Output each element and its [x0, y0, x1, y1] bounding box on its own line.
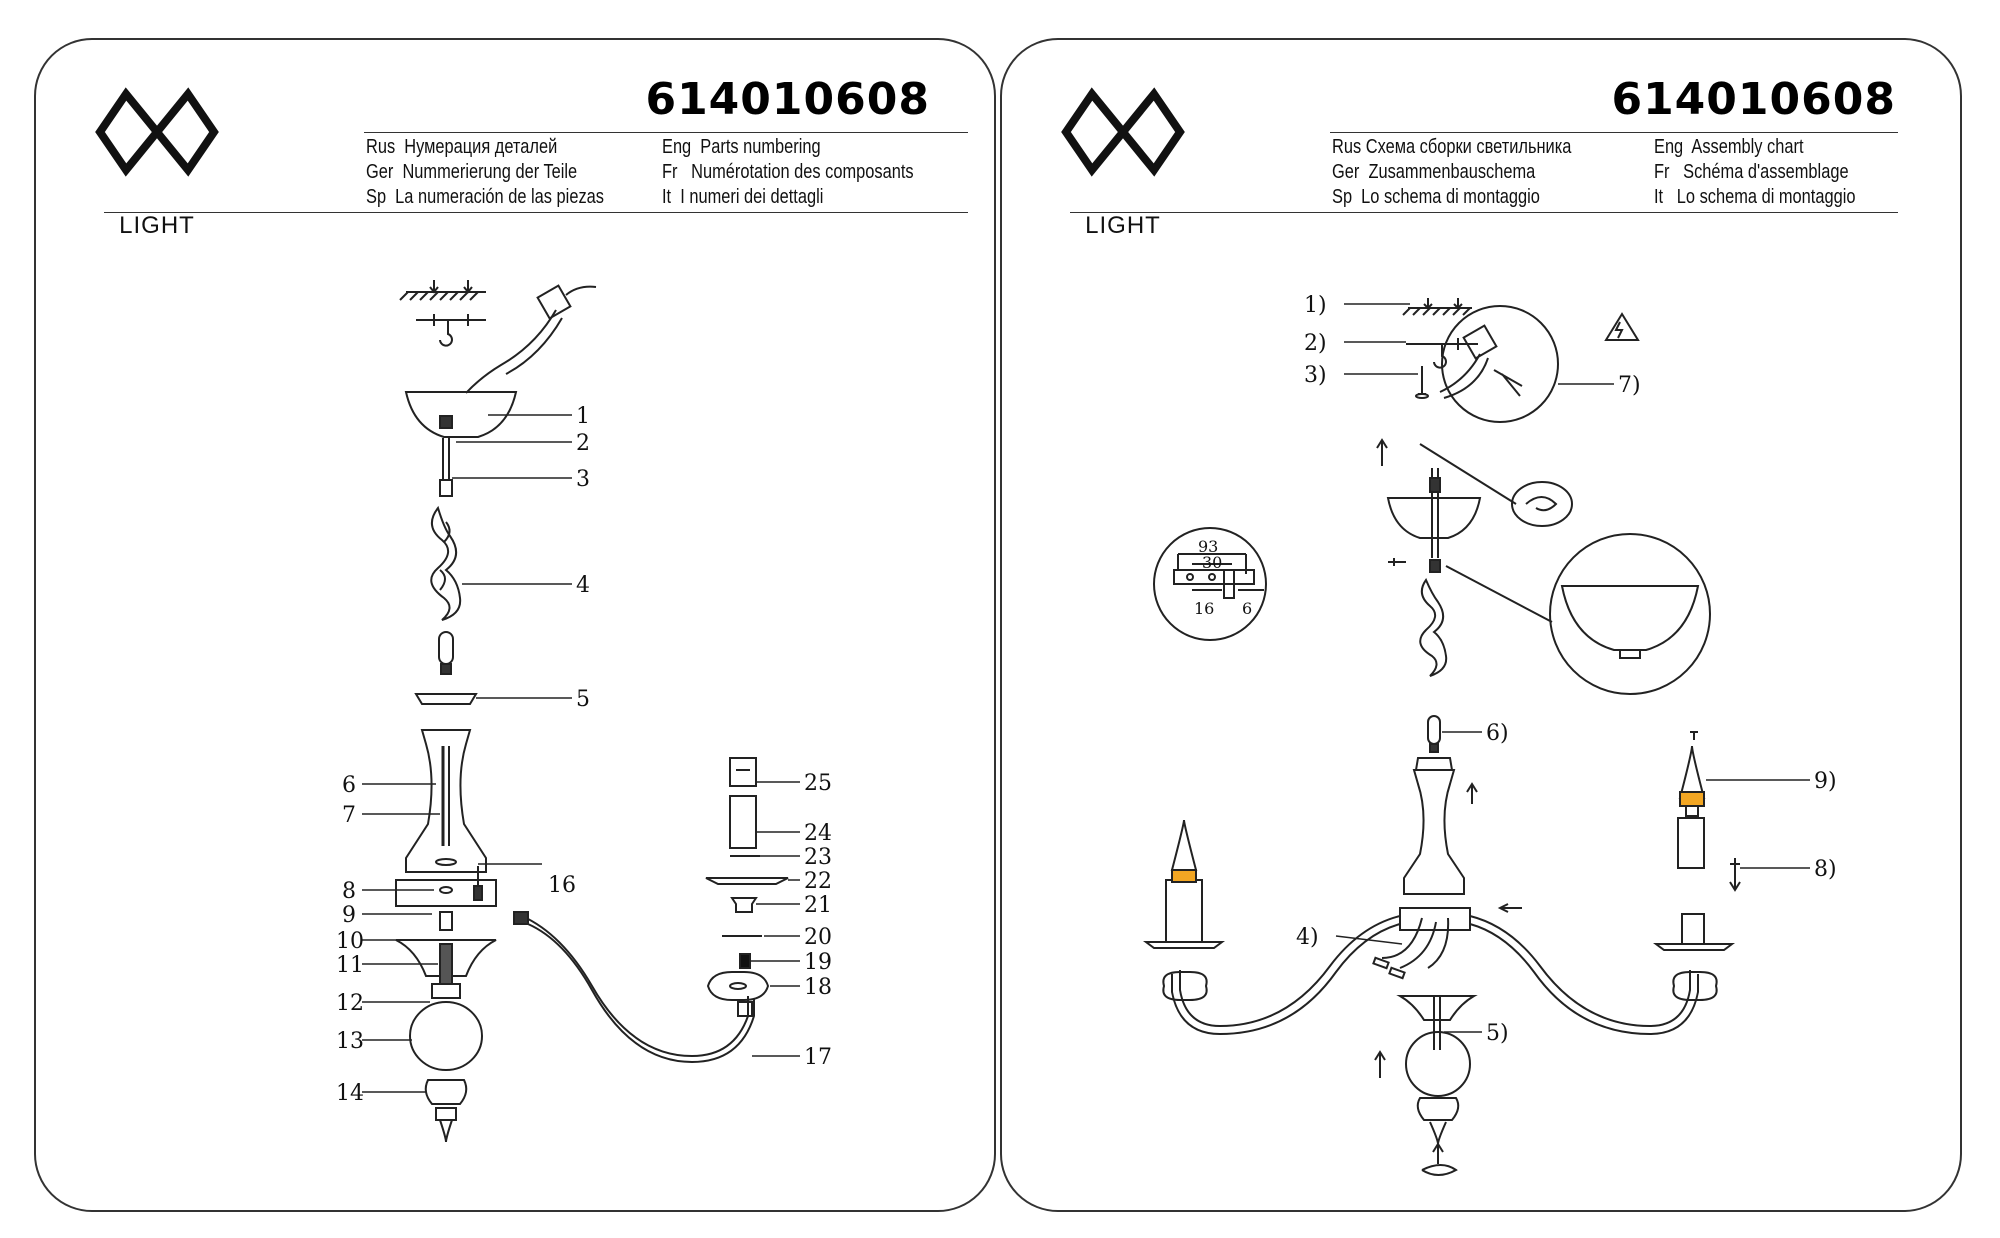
part-callout-2: 2 [576, 431, 590, 456]
dimension-label-16: 16 [1194, 599, 1215, 618]
parts-numbering-panel [34, 38, 996, 1212]
part-callout-24: 24 [804, 821, 832, 846]
header-it: It Lo schema di montaggio [1654, 186, 1856, 208]
part-callout-8: 8 [342, 879, 356, 904]
header-sp: Sp Lo schema di montaggio [1332, 186, 1540, 208]
header-fr: Fr Numérotation des composants [662, 161, 914, 183]
part-callout-9: 9 [342, 903, 356, 928]
part-callout-18: 18 [804, 975, 832, 1000]
step-callout-5: 5) [1486, 1021, 1509, 1046]
part-callout-5: 5 [576, 687, 590, 712]
part-callout-6: 6 [342, 773, 356, 798]
step-callout-9: 9) [1814, 769, 1837, 794]
logo-text: LIGHT [119, 212, 195, 239]
part-callout-25: 25 [804, 771, 832, 796]
part-callout-7: 7 [342, 803, 356, 828]
part-callout-14: 14 [336, 1081, 364, 1106]
part-callout-3: 3 [576, 467, 590, 492]
step-callout-4: 4) [1296, 925, 1319, 950]
part-callout-23: 23 [804, 845, 832, 870]
part-callout-12: 12 [336, 991, 364, 1016]
header-ger: Ger Nummerierung der Teile [366, 161, 578, 183]
header-rus: Rus Схема сборки светильника [1332, 136, 1572, 158]
header-it: It I numeri dei dettagli [662, 186, 824, 208]
logo-text: LIGHT [1085, 212, 1161, 239]
header-rus: Rus Нумерация деталей [366, 136, 558, 158]
step-callout-8: 8) [1814, 857, 1837, 882]
dimension-label-30: 30 [1202, 553, 1223, 572]
parts-exploded-diagram [36, 40, 998, 1214]
model-number: 614010608 [645, 74, 930, 125]
dimension-label-93: 93 [1198, 537, 1219, 556]
part-callout-10: 10 [336, 929, 364, 954]
part-callout-16: 16 [548, 873, 576, 898]
header-eng: Eng Parts numbering [662, 136, 821, 158]
part-callout-17: 17 [804, 1045, 832, 1070]
part-callout-11: 11 [336, 953, 364, 978]
part-callout-20: 20 [804, 925, 832, 950]
step-callout-6: 6) [1486, 721, 1509, 746]
part-callout-21: 21 [804, 893, 832, 918]
step-callout-2: 2) [1304, 331, 1327, 356]
step-callout-7: 7) [1618, 373, 1641, 398]
part-callout-1: 1 [576, 404, 590, 429]
header-eng: Eng Assembly chart [1654, 136, 1804, 158]
assembly-diagram [1002, 40, 1964, 1214]
part-callout-4: 4 [576, 573, 590, 598]
model-number: 614010608 [1611, 74, 1896, 125]
part-callout-19: 19 [804, 950, 832, 975]
step-callout-1: 1) [1304, 293, 1327, 318]
part-callout-22: 22 [804, 869, 832, 894]
header-ger: Ger Zusammenbauschema [1332, 161, 1536, 183]
assembly-chart-panel [1000, 38, 1962, 1212]
step-callout-3: 3) [1304, 363, 1327, 388]
header-sp: Sp La numeración de las piezas [366, 186, 604, 208]
header-fr: Fr Schéma d'assemblage [1654, 161, 1849, 183]
dimension-label-6: 6 [1242, 599, 1253, 618]
part-callout-13: 13 [336, 1029, 364, 1054]
